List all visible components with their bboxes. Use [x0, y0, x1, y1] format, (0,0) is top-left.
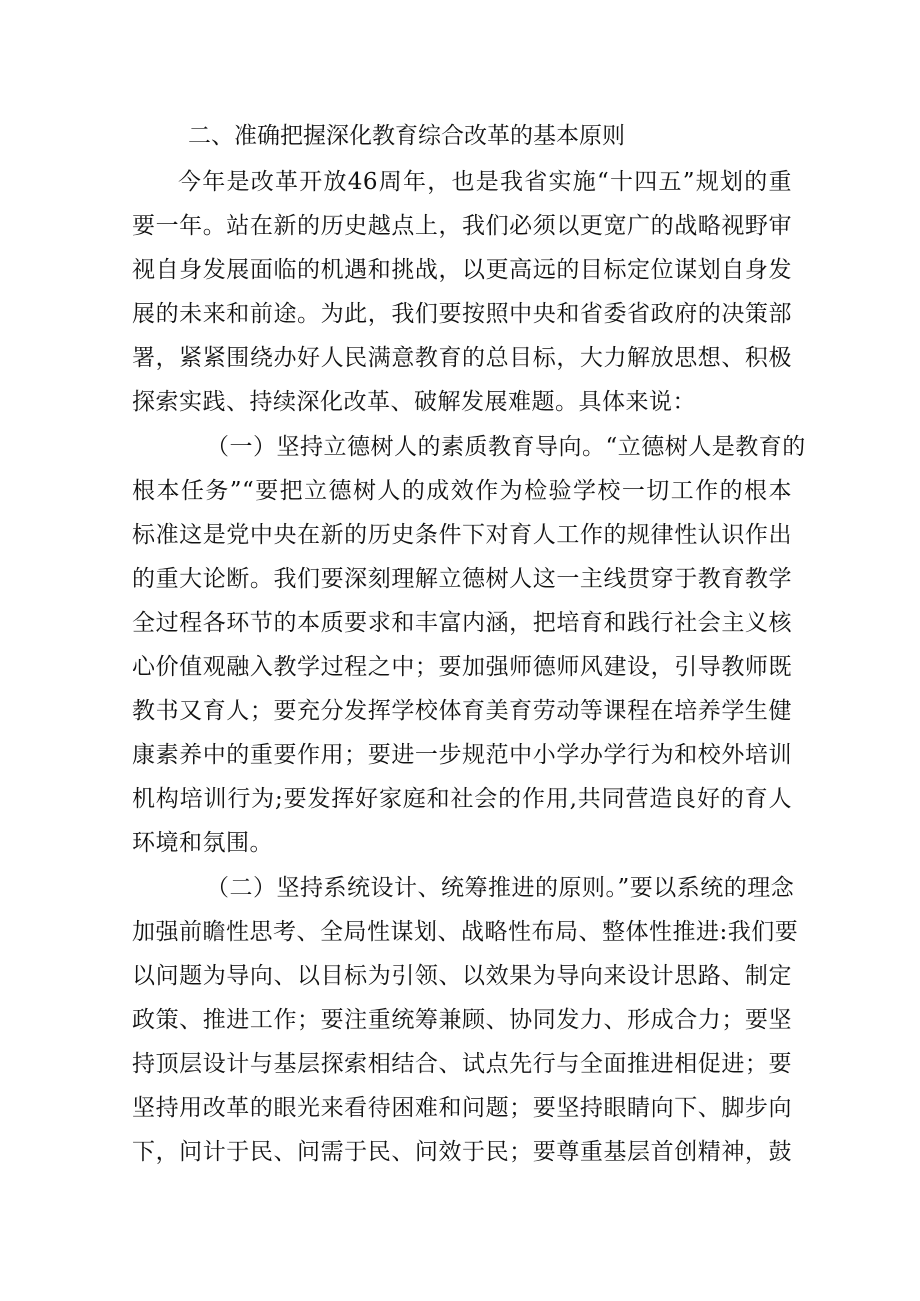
paragraph-line: 的重大论断。我们要深刻理解立德树人这一主线贯穿于教育教学 — [132, 565, 792, 592]
paragraph-principle-one — [132, 425, 806, 866]
paragraph-line: （一）坚持立德树人的素质教育导向。“立德树人是教育的 — [206, 433, 806, 460]
paragraph-line: 教书又育人；要充分发挥学校体育美育劳动等课程在培养学生健 — [132, 698, 792, 725]
paragraph-line: 持顶层设计与基层探索相结合、试点先行与全面推进相促进；要 — [132, 1050, 792, 1077]
paragraph-line: 署，紧紧围绕办好人民满意教育的总目标，大力解放思想、积极 — [132, 345, 792, 372]
section-heading: 二、准确把握深化教育综合改革的基本原则 — [188, 123, 625, 149]
paragraph-line: 环境和氛围。 — [132, 830, 273, 857]
paragraph-line: 机构培训行为;要发挥好家庭和社会的作用,共同营造良好的育人 — [132, 786, 792, 813]
paragraph-line: 要一年。站在新的历史越点上，我们必须以更宽广的战略视野审 — [132, 213, 792, 240]
paragraph-line: 根本任务”“要把立德树人的成效作为检验学校一切工作的根本 — [132, 477, 792, 504]
paragraph-line: 加强前瞻性思考、全局性谋划、战略性布局、整体性推进:我们要 — [132, 918, 799, 945]
document-body — [132, 116, 806, 1174]
paragraph-line: 心价值观融入教学过程之中；要加强师德师风建设，引导教师既 — [132, 654, 792, 681]
paragraph-line: （二）坚持系统设计、统筹推进的原则。”要以系统的理念 — [206, 874, 795, 901]
paragraph-principle-two — [132, 866, 799, 1175]
paragraph-line: 政策、推进工作；要注重统筹兼顾、协同发力、形成合力；要坚 — [132, 1006, 792, 1033]
paragraph-line: 视自身发展面临的机遇和挑战，以更高远的目标定位谋划自身发 — [132, 257, 792, 284]
paragraph-line: 以问题为导向、以目标为引领、以效果为导向来设计思路、制定 — [132, 962, 792, 989]
paragraph-intro — [132, 160, 792, 425]
paragraph-line: 下，问计于民、问需于民、问效于民；要尊重基层首创精神，鼓 — [132, 1139, 792, 1166]
paragraph-line: 康素养中的重要作用；要进一步规范中小学办学行为和校外培训 — [132, 742, 792, 769]
paragraph-line: 展的未来和前途。为此，我们要按照中央和省委省政府的决策部 — [132, 301, 792, 328]
paragraph-line: 标准这是党中央在新的历史条件下对育人工作的规律性认识作出 — [132, 521, 792, 548]
paragraph-line: 今年是改革开放46周年，也是我省实施“十四五”规划的重 — [178, 169, 792, 195]
paragraph-line: 探索实践、持续深化改革、破解发展难题。具体来说： — [132, 389, 696, 416]
paragraph-line: 全过程各环节的本质要求和丰富内涵，把培育和践行社会主义核 — [132, 609, 792, 636]
paragraph-line: 坚持用改革的眼光来看待困难和问题；要坚持眼睛向下、脚步向 — [132, 1094, 792, 1121]
